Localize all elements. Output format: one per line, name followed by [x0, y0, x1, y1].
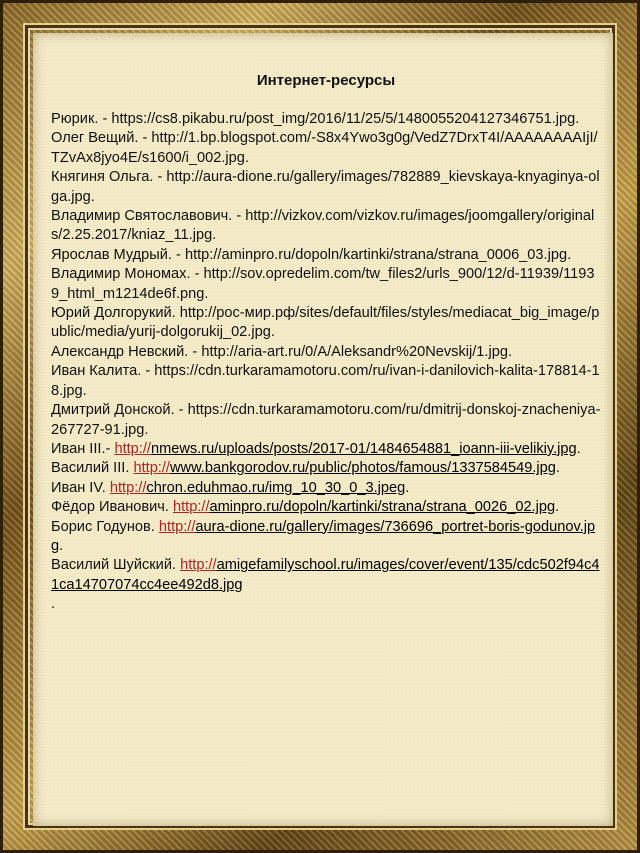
resource-entry: [51, 304, 601, 343]
resource-entry: [51, 498, 601, 517]
resource-url: http://vizkov.com/vizkov.ru/images/joomgallery/originals/2.25.2017/kniaz_11.jpg: [51, 208, 595, 244]
resource-end: .: [90, 188, 95, 205]
resource-separator: -: [153, 169, 167, 186]
resource-separator: -: [188, 343, 202, 360]
resource-name: Борис Годунов.: [51, 518, 155, 535]
resource-entry: [51, 362, 601, 401]
resource-link-scheme[interactable]: http://: [114, 440, 151, 457]
resource-link[interactable]: aura-dione.ru/gallery/images/736696_portret-boris-godunov.jpg: [51, 518, 596, 554]
resource-name: Александр Невский.: [51, 343, 189, 360]
resource-separator: -: [141, 363, 155, 380]
slide-canvas: [33, 33, 613, 826]
resource-entry: [51, 459, 601, 478]
resource-separator: -: [138, 130, 152, 147]
resource-name: Владимир Святославович.: [51, 208, 233, 225]
resource-entry: [51, 129, 601, 168]
resource-entry: [51, 401, 601, 440]
resource-link-scheme[interactable]: http://: [109, 479, 147, 496]
resource-end: .: [244, 149, 249, 166]
resource-link[interactable]: amigefamilyschool.ru/images/cover/event/135/cdc502f94c41ca14707074cc4ee492d8.jpg: [51, 557, 600, 593]
resource-entry: [51, 207, 601, 246]
resource-end: .: [59, 537, 64, 554]
resource-link[interactable]: chron.eduhmao.ru/img_10_30_0_3.jpeg: [146, 479, 406, 496]
resource-url: http://aria-art.ru/0/A/Aleksandr%20Nevskij/1.jpg: [201, 343, 508, 360]
resource-link-scheme[interactable]: http://: [133, 460, 170, 477]
resource-entry: [51, 265, 601, 304]
resource-end: .: [576, 440, 581, 457]
resource-name: Дмитрий Донской.: [51, 402, 175, 419]
page-title: Интернет-ресурсы: [256, 72, 396, 89]
resource-url: http://рос-мир.рф/sites/default/files/styles/mediacat_big_image/public/media/yurij-dolgorukij_02.jpg: [51, 305, 600, 341]
resource-end: .: [212, 227, 217, 244]
resource-separator: -: [171, 246, 185, 263]
resource-link-scheme[interactable]: http://: [180, 557, 217, 574]
resource-separator: -: [190, 266, 204, 283]
resource-name: Фёдор Иванович.: [51, 499, 169, 516]
resource-url: http://1.bp.blogspot.com/-S8x4Ywo3g0g/VedZ7DrxT4I/AAAAAAAAIjI/TZvAx8jyo4E/s1600/i_002.jpg: [51, 130, 598, 166]
resource-name: Иван III.: [51, 440, 106, 457]
resource-end: .: [82, 382, 87, 399]
resource-name: Владимир Мономах.: [51, 266, 191, 283]
resource-name: Княгиня Ольга.: [51, 169, 154, 186]
resource-entry: [51, 518, 601, 557]
resource-name: Василий Шуйский.: [51, 557, 177, 574]
resource-separator: -: [232, 208, 246, 225]
resource-end: .: [144, 421, 149, 438]
resource-url: http://aura-dione.ru/gallery/images/782889_kievskaya-knyaginya-olga.jpg: [51, 169, 600, 205]
resource-url: http://aminpro.ru/dopoln/kartinki/strana/strana_0006_03.jpg: [184, 246, 568, 263]
resource-end: .: [567, 246, 572, 263]
resource-name: Василий III.: [51, 460, 130, 477]
resource-separator: -: [98, 111, 112, 127]
resource-entry: [51, 556, 601, 595]
resource-name: Юрий Долгорукий.: [51, 305, 176, 322]
resource-link[interactable]: nmews.ru/uploads/posts/2017-01/1484654881_ioann-iii-velikiy.jpg: [150, 440, 577, 457]
resource-end: .: [270, 324, 275, 341]
resource-link[interactable]: www.bankgorodov.ru/public/photos/famous/1337584549.jpg: [169, 460, 556, 477]
resource-url: http://sov.opredelim.com/tw_files2/urls_900/12/d-11939/11939_html_m1214de6f.png: [51, 266, 595, 302]
resource-entry: [51, 479, 601, 498]
resource-entry: [51, 440, 601, 459]
resource-list: [51, 110, 601, 615]
resource-separator: -: [174, 402, 188, 419]
trailing-period: .: [51, 596, 56, 613]
resource-link-scheme[interactable]: http://: [158, 518, 196, 535]
resource-url: https://cdn.turkaramamotoru.com/ru/ivan-i-danilovich-kalita-178814-18.jpg: [51, 363, 600, 399]
resource-name: Иван IV.: [51, 479, 106, 496]
resource-entry: [51, 168, 601, 207]
resource-separator: -: [105, 440, 115, 457]
resource-entry: [51, 343, 601, 362]
resource-entry: [51, 110, 601, 129]
resource-name: Ярослав Мудрый.: [51, 246, 172, 263]
resource-end: .: [575, 111, 580, 127]
resource-end: .: [507, 343, 513, 360]
resource-url: https://cs8.pikabu.ru/post_img/2016/11/25/5/1480055204127346751.jpg: [111, 111, 576, 127]
resource-end: .: [204, 285, 209, 302]
resource-name: Иван Калита.: [51, 363, 142, 380]
resource-end: .: [405, 479, 410, 496]
resource-url: https://cdn.turkaramamotoru.com/ru/dmitrij-donskoj-znacheniya-267727-91.jpg: [51, 402, 601, 438]
resource-entry: [51, 246, 601, 265]
resource-end: .: [555, 460, 560, 477]
resource-link-scheme[interactable]: http://: [173, 499, 210, 516]
resource-end: .: [555, 499, 560, 516]
resource-link[interactable]: aminpro.ru/dopoln/kartinki/strana/strana_0026_02.jpg: [209, 499, 556, 516]
resource-name: Рюрик.: [51, 111, 99, 127]
resource-name: Олег Вещий.: [51, 130, 139, 147]
